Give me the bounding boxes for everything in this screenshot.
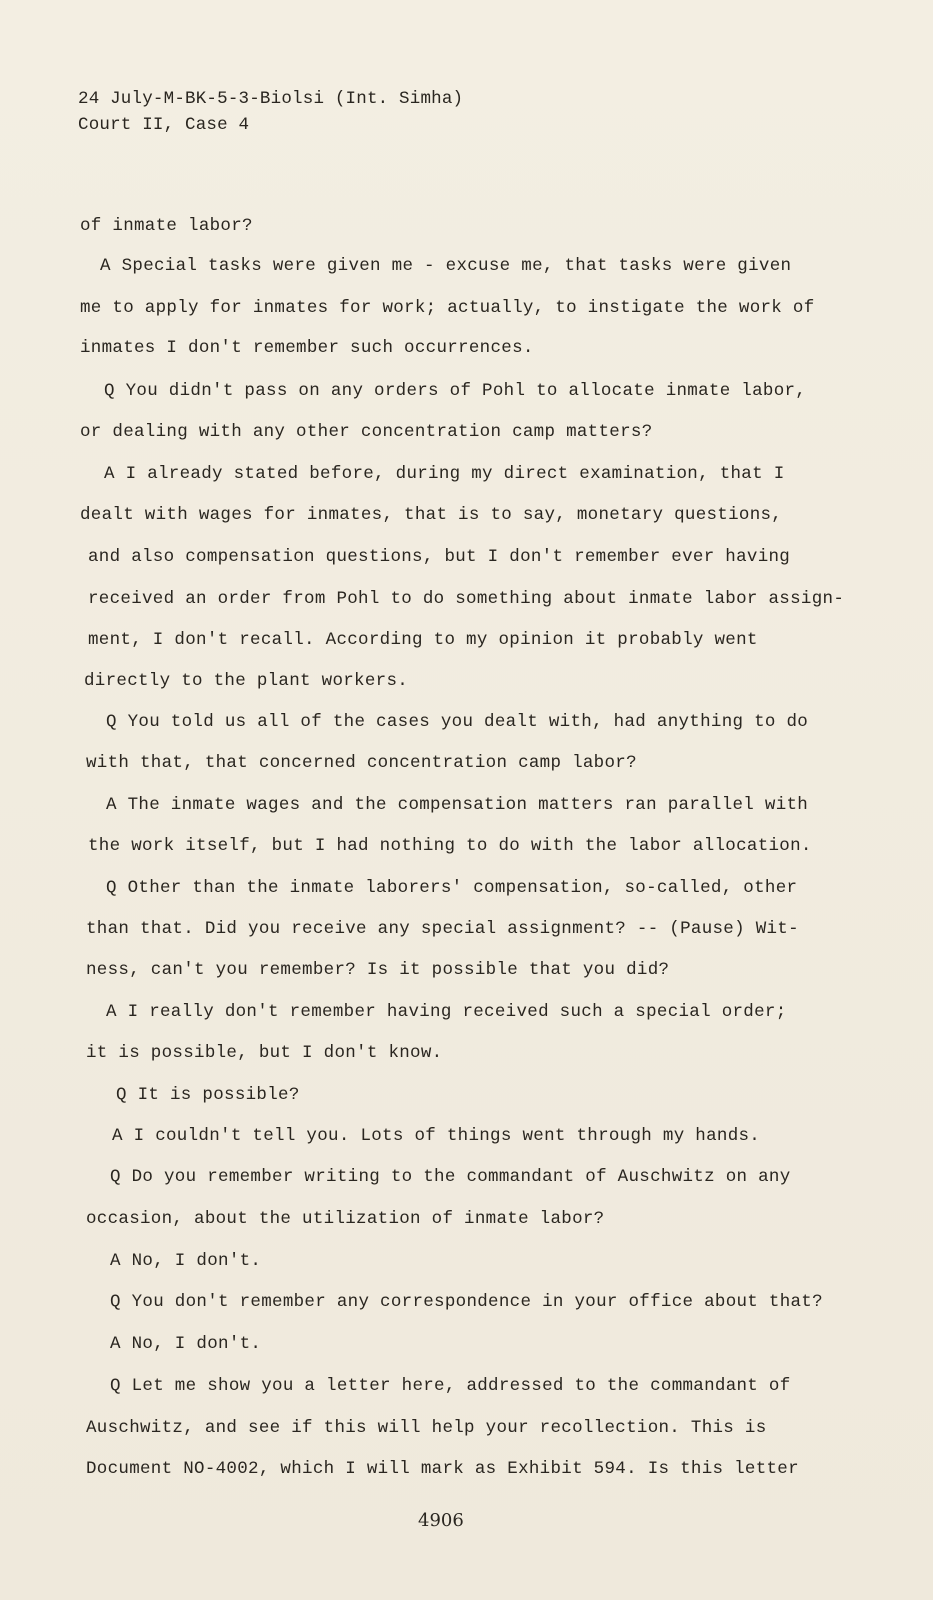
text-line: and also compensation questions, but I don't remember ever having [88, 547, 791, 567]
text-line: Q You didn't pass on any orders of Pohl to allocate inmate labor, [104, 381, 807, 401]
document-header [78, 86, 463, 138]
text-line: Q It is possible? [116, 1085, 300, 1105]
text-line: Auschwitz, and see if this will help your recollection. This is [86, 1418, 767, 1438]
text-line: A Special tasks were given me - excuse me, that tasks were given [100, 256, 792, 276]
text-line: Q You don't remember any correspondence in your office about that? [110, 1292, 823, 1312]
text-line: or dealing with any other concentration camp matters? [80, 422, 653, 442]
text-line: received an order from Pohl to do something about inmate labor assign- [88, 589, 845, 609]
text-line: A The inmate wages and the compensation matters ran parallel with [106, 795, 809, 815]
text-line: A No, I don't. [110, 1251, 262, 1271]
text-line: of inmate labor? [80, 216, 253, 236]
text-line: Q You told us all of the cases you dealt with, had anything to do [106, 712, 809, 732]
text-line: A I really don't remember having received such a special order; [106, 1002, 787, 1022]
text-line: Q Do you remember writing to the commandant of Auschwitz on any [110, 1167, 791, 1187]
text-line: ment, I don't recall. According to my opinion it probably went [88, 630, 758, 650]
page-number: 4906 [418, 1510, 464, 1531]
text-line: it is possible, but I don't know. [86, 1043, 443, 1063]
header-line-2: Court II, Case 4 [78, 115, 250, 135]
text-line: dealt with wages for inmates, that is to say, monetary questions, [80, 505, 783, 525]
text-line: me to apply for inmates for work; actually, to instigate the work of [80, 298, 815, 318]
header-line-1: 24 July-M-BK-5-3-Biolsi (Int. Simha) [78, 89, 464, 109]
text-line: Q Other than the inmate laborers' compensation, so-called, other [106, 878, 798, 898]
text-line: than that. Did you receive any special assignment? -- (Pause) Wit- [86, 919, 799, 939]
text-line: A I couldn't tell you. Lots of things went through my hands. [112, 1126, 761, 1146]
text-line: with that, that concerned concentration camp labor? [86, 753, 637, 773]
text-line: occasion, about the utilization of inmate labor? [86, 1209, 605, 1229]
text-line: Document NO-4002, which I will mark as Exhibit 594. Is this letter [86, 1459, 799, 1479]
text-line: the work itself, but I had nothing to do with the labor allocation. [88, 836, 812, 856]
text-line: Q Let me show you a letter here, addressed to the commandant of [110, 1376, 791, 1396]
text-line: A No, I don't. [110, 1334, 262, 1354]
text-line: inmates I don't remember such occurrences. [80, 338, 534, 358]
text-line: ness, can't you remember? Is it possible that you did? [86, 960, 670, 980]
text-line: A I already stated before, during my direct examination, that I [104, 464, 785, 484]
text-line: directly to the plant workers. [84, 671, 409, 691]
